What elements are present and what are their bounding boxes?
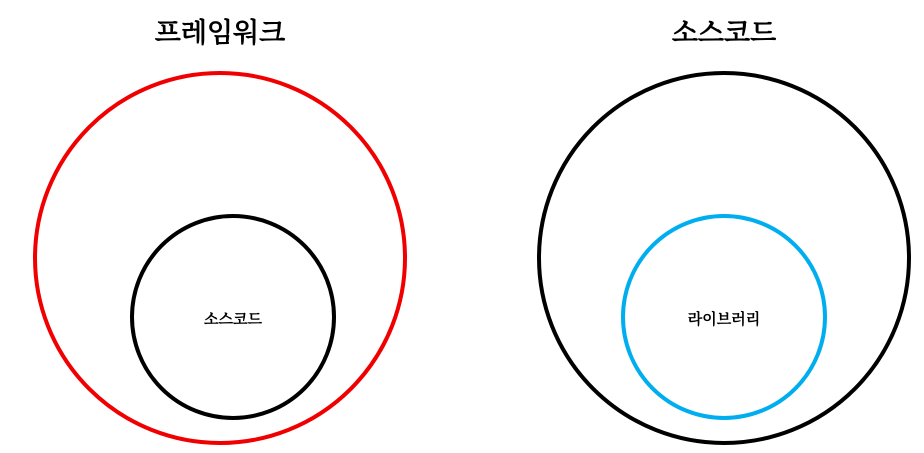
source-code-title: 소스코드 (671, 18, 777, 49)
source-code-label: 소스코드 (204, 310, 262, 328)
library-label: 라이브러리 (687, 310, 761, 328)
source-code-outer-circle (539, 73, 909, 443)
framework-title: 프레임워크 (154, 18, 286, 49)
framework-outer-circle (35, 73, 405, 443)
